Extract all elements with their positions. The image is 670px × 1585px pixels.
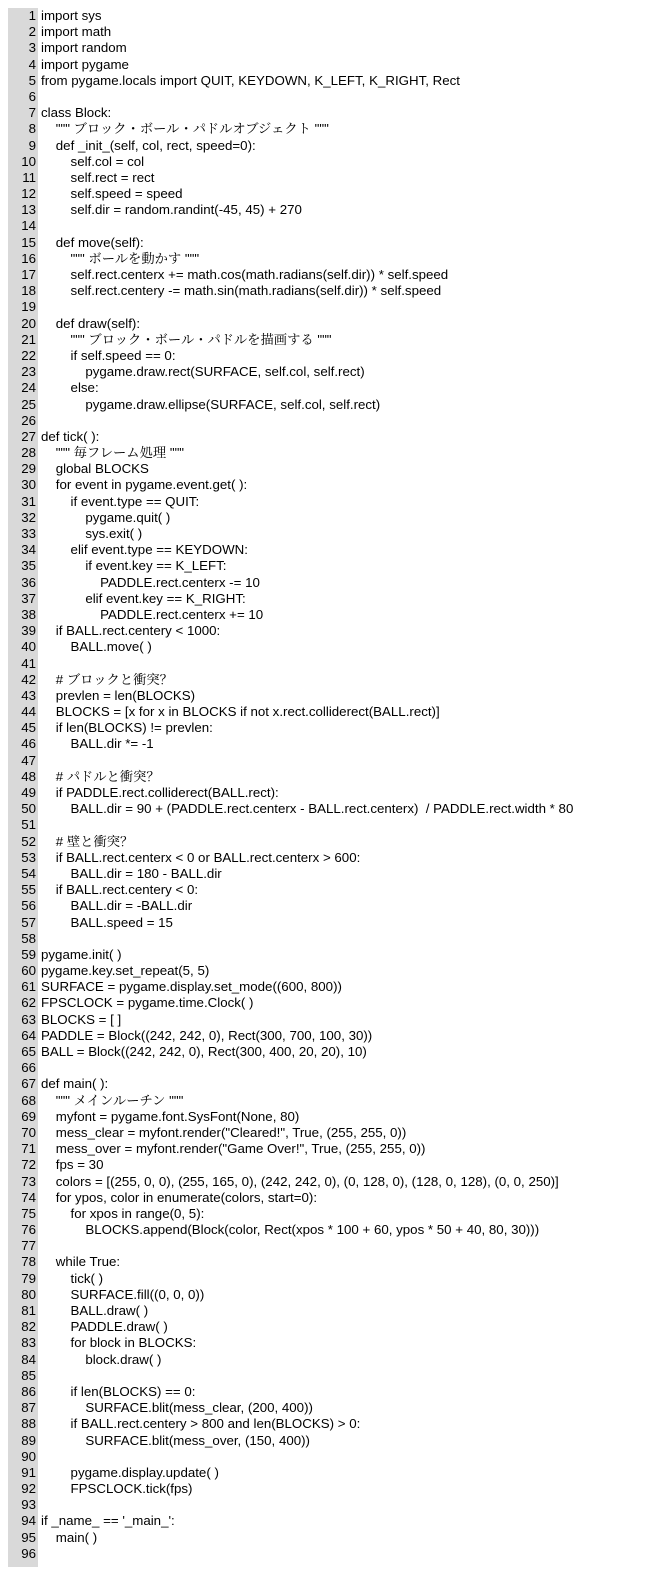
code-text: if len(BLOCKS) != prevlen: — [41, 720, 213, 736]
line-number: 43 — [21, 687, 36, 703]
code-text: PADDLE.rect.centerx -= 10 — [41, 574, 260, 590]
code-text: def tick( ): — [41, 428, 100, 444]
line-number: 95 — [21, 1529, 36, 1545]
line-number: 74 — [21, 1189, 36, 1205]
line-number: 38 — [21, 606, 36, 622]
line-number: 83 — [21, 1335, 36, 1351]
code-line — [8, 526, 663, 542]
line-number: 65 — [21, 1044, 36, 1059]
line-number: 87 — [21, 1400, 36, 1416]
code-line — [8, 704, 663, 720]
line-number: 21 — [21, 331, 36, 347]
code-text: mess_clear = myfont.render("Cleared!", True, (255, 255, 0)) — [41, 1124, 407, 1140]
code-line — [8, 1254, 663, 1270]
code-text: def main( ): — [41, 1076, 109, 1092]
code-line — [8, 769, 663, 785]
code-text: BLOCKS = [x for x in BLOCKS if not x.rect.colliderect(BALL.rect)] — [41, 704, 440, 720]
line-number: 42 — [21, 671, 36, 687]
code-text: BALL.draw( ) — [41, 1303, 149, 1318]
line-number: 64 — [21, 1027, 36, 1043]
code-line — [8, 1093, 663, 1109]
code-line — [8, 639, 663, 655]
code-text: """ ブロック・ボール・パドルを描画する """ — [41, 331, 332, 347]
line-number: 10 — [21, 153, 36, 169]
code-line — [8, 510, 663, 526]
line-number: 58 — [21, 930, 36, 946]
code-line — [8, 218, 663, 234]
line-number: 69 — [21, 1108, 36, 1124]
code-text: if event.type == QUIT: — [41, 493, 200, 509]
code-text: if BALL.rect.centery > 800 and len(BLOCKS) > 0: — [41, 1416, 361, 1432]
code-text: self.dir = random.randint(-45, 45) + 270 — [41, 202, 302, 218]
line-number: 73 — [21, 1173, 36, 1189]
line-number: 7 — [28, 105, 36, 121]
code-line — [8, 461, 663, 477]
line-number: 47 — [21, 752, 36, 768]
code-line — [8, 1012, 663, 1028]
code-text: def _init_(self, col, rect, speed=0): — [41, 137, 256, 153]
code-text: self.rect = rect — [41, 169, 155, 185]
line-number: 16 — [21, 250, 36, 266]
code-text: SURFACE.fill((0, 0, 0)) — [41, 1286, 205, 1302]
code-text: BLOCKS = [ ] — [41, 1011, 122, 1027]
line-number: 50 — [21, 801, 36, 817]
code-line — [8, 445, 663, 461]
code-line — [8, 1190, 663, 1206]
code-text: block.draw( ) — [41, 1351, 162, 1367]
line-number: 31 — [21, 493, 36, 509]
code-line — [8, 332, 663, 348]
code-line — [8, 672, 663, 688]
code-line — [8, 1206, 663, 1222]
code-text: colors = [(255, 0, 0), (255, 165, 0), (242, 242, 0), (0, 128, 0), (128, 0, 128), (0, 0, 250)] — [41, 1173, 559, 1189]
code-line — [8, 8, 663, 24]
code-line — [8, 1044, 663, 1060]
code-line — [8, 995, 663, 1011]
line-number: 28 — [21, 445, 36, 461]
code-line — [8, 1530, 663, 1546]
code-text: """ 毎フレーム処理 """ — [41, 445, 185, 461]
line-number: 57 — [21, 914, 36, 930]
line-number: 2 — [28, 24, 36, 40]
line-number: 56 — [21, 898, 36, 914]
code-text: sys.exit( ) — [41, 526, 143, 541]
line-number: 55 — [21, 882, 36, 898]
code-line — [8, 947, 663, 963]
code-line — [8, 753, 663, 769]
code-line — [8, 1174, 663, 1190]
code-line — [8, 607, 663, 623]
code-line — [8, 1076, 663, 1092]
code-line — [8, 1157, 663, 1173]
line-number: 68 — [21, 1092, 36, 1108]
code-line — [8, 1109, 663, 1125]
code-text: import random — [41, 40, 127, 56]
code-text: """ ボールを動かす """ — [41, 250, 200, 266]
code-text: myfont = pygame.font.SysFont(None, 80) — [41, 1108, 300, 1124]
line-number: 44 — [21, 704, 36, 720]
code-line — [8, 1060, 663, 1076]
code-line — [8, 1481, 663, 1497]
line-number: 70 — [21, 1124, 36, 1140]
code-lines — [8, 8, 663, 1562]
line-number: 4 — [28, 56, 36, 72]
line-number: 24 — [21, 380, 36, 396]
line-number: 79 — [21, 1270, 36, 1286]
code-text: global BLOCKS — [41, 461, 149, 477]
code-text: self.col = col — [41, 153, 145, 169]
code-text: if PADDLE.rect.colliderect(BALL.rect): — [41, 785, 279, 800]
code-line — [8, 1416, 663, 1432]
line-number: 26 — [21, 412, 36, 428]
line-number: 51 — [21, 817, 36, 833]
code-text: BALL.dir = -BALL.dir — [41, 898, 193, 914]
code-line — [8, 785, 663, 801]
code-line — [8, 477, 663, 493]
code-text: import math — [41, 24, 112, 40]
code-line — [8, 413, 663, 429]
line-number: 15 — [21, 234, 36, 250]
code-line — [8, 1449, 663, 1465]
line-number: 86 — [21, 1383, 36, 1399]
code-line — [8, 202, 663, 218]
line-number: 76 — [21, 1222, 36, 1238]
line-number: 84 — [21, 1351, 36, 1367]
code-text: for xpos in range(0, 5): — [41, 1205, 205, 1221]
code-text: pygame.quit( ) — [41, 509, 171, 525]
code-text: prevlen = len(BLOCKS) — [41, 687, 196, 703]
code-line — [8, 558, 663, 574]
line-number: 88 — [21, 1416, 36, 1432]
code-line — [8, 364, 663, 380]
code-line — [8, 186, 663, 202]
code-text: while True: — [41, 1254, 121, 1270]
line-number: 25 — [21, 396, 36, 412]
code-line — [8, 688, 663, 704]
code-line — [8, 817, 663, 833]
code-line — [8, 1222, 663, 1238]
code-text: class Block: — [41, 105, 112, 121]
code-text: BALL.dir = 180 - BALL.dir — [41, 865, 222, 881]
code-line — [8, 850, 663, 866]
line-number: 12 — [21, 186, 36, 202]
code-text: BALL = Block((242, 242, 0), Rect(300, 400, 20, 20), 10) — [41, 1044, 367, 1059]
line-number: 52 — [21, 833, 36, 849]
code-text: tick( ) — [41, 1270, 104, 1286]
line-number: 90 — [21, 1448, 36, 1464]
code-line — [8, 89, 663, 105]
code-line — [8, 1546, 663, 1562]
code-text: BALL.dir *= -1 — [41, 736, 154, 752]
line-number: 54 — [21, 865, 36, 881]
code-line — [8, 1303, 663, 1319]
code-line — [8, 915, 663, 931]
code-line — [8, 575, 663, 591]
code-text: for event in pygame.event.get( ): — [41, 477, 248, 493]
line-number: 67 — [21, 1076, 36, 1092]
line-number: 39 — [21, 623, 36, 639]
code-line — [8, 397, 663, 413]
code-text: import sys — [41, 8, 102, 23]
code-line — [8, 931, 663, 947]
line-number: 45 — [21, 720, 36, 736]
line-number: 41 — [21, 655, 36, 671]
line-number: 91 — [21, 1464, 36, 1480]
code-text: SURFACE.blit(mess_over, (150, 400)) — [41, 1432, 310, 1448]
code-line — [8, 866, 663, 882]
code-line — [8, 656, 663, 672]
line-number: 1 — [28, 8, 36, 23]
code-line — [8, 73, 663, 89]
code-line — [8, 898, 663, 914]
code-line — [8, 1141, 663, 1157]
line-number: 66 — [21, 1060, 36, 1076]
code-line — [8, 1513, 663, 1529]
line-number: 36 — [21, 574, 36, 590]
code-text: from pygame.locals import QUIT, KEYDOWN, K_LEFT, K_RIGHT, Rect — [41, 72, 460, 88]
line-number: 46 — [21, 736, 36, 752]
code-text: PADDLE.rect.centerx += 10 — [41, 606, 264, 622]
line-number: 62 — [21, 995, 36, 1011]
code-line — [8, 1465, 663, 1481]
line-number: 27 — [21, 428, 36, 444]
code-text: import pygame — [41, 56, 129, 72]
code-text: BLOCKS.append(Block(color, Rect(xpos * 100 + 60, ypos * 50 + 40, 80, 30))) — [41, 1222, 540, 1238]
code-text: def draw(self): — [41, 315, 141, 331]
code-text: if BALL.rect.centerx < 0 or BALL.rect.centerx > 600: — [41, 849, 361, 865]
code-line — [8, 963, 663, 979]
code-text: # 壁と衝突？ — [41, 833, 134, 849]
code-line — [8, 979, 663, 995]
code-text: main( ) — [41, 1529, 98, 1545]
code-line — [8, 1497, 663, 1513]
code-line — [8, 623, 663, 639]
code-line — [8, 105, 663, 121]
line-number: 81 — [21, 1303, 36, 1318]
code-text: pygame.key.set_repeat(5, 5) — [41, 963, 210, 979]
code-text: elif event.type == KEYDOWN: — [41, 542, 248, 558]
code-line — [8, 736, 663, 752]
code-line — [8, 494, 663, 510]
line-number: 82 — [21, 1319, 36, 1335]
code-line — [8, 267, 663, 283]
code-text: fps = 30 — [41, 1157, 104, 1173]
line-number: 6 — [28, 88, 36, 104]
line-number: 71 — [21, 1141, 36, 1157]
code-text: if _name_ == '_main_': — [41, 1513, 175, 1529]
code-text: if len(BLOCKS) == 0: — [41, 1383, 196, 1399]
line-number: 80 — [21, 1286, 36, 1302]
code-line — [8, 834, 663, 850]
code-text: SURFACE.blit(mess_clear, (200, 400)) — [41, 1400, 313, 1416]
line-number: 37 — [21, 590, 36, 606]
line-number: 23 — [21, 364, 36, 380]
code-text: def move(self): — [41, 234, 144, 250]
code-text: pygame.init( ) — [41, 946, 122, 962]
code-line — [8, 235, 663, 251]
code-line — [8, 591, 663, 607]
code-line — [8, 720, 663, 736]
code-line — [8, 316, 663, 332]
line-number: 92 — [21, 1481, 36, 1497]
code-text: """ メインルーチン """ — [41, 1092, 184, 1108]
code-line — [8, 1400, 663, 1416]
code-text: for block in BLOCKS: — [41, 1335, 197, 1351]
code-text: PADDLE.draw( ) — [41, 1319, 168, 1335]
code-line — [8, 1238, 663, 1254]
line-number: 18 — [21, 283, 36, 299]
code-line — [8, 380, 663, 396]
line-number: 40 — [21, 639, 36, 655]
code-line — [8, 121, 663, 137]
code-text: pygame.draw.rect(SURFACE, self.col, self.rect) — [41, 364, 365, 380]
code-text: pygame.draw.ellipse(SURFACE, self.col, self.rect) — [41, 396, 381, 412]
line-number: 33 — [21, 526, 36, 541]
code-text: """ ブロック・ボール・パドルオブジェクト """ — [41, 121, 329, 137]
code-line — [8, 1368, 663, 1384]
code-text: mess_over = myfont.render("Game Over!", True, (255, 255, 0)) — [41, 1141, 426, 1157]
line-number: 72 — [21, 1157, 36, 1173]
code-line — [8, 348, 663, 364]
code-line — [8, 154, 663, 170]
code-line — [8, 1384, 663, 1400]
line-number: 61 — [21, 979, 36, 995]
line-number: 94 — [21, 1513, 36, 1529]
line-number: 59 — [21, 946, 36, 962]
line-number: 14 — [21, 218, 36, 234]
code-text: SURFACE = pygame.display.set_mode((600, 800)) — [41, 979, 342, 995]
line-number: 20 — [21, 315, 36, 331]
code-text: self.rect.centerx += math.cos(math.radians(self.dir)) * self.speed — [41, 267, 449, 282]
line-number: 93 — [21, 1497, 36, 1513]
code-line — [8, 251, 663, 267]
line-number: 48 — [21, 768, 36, 784]
code-line — [8, 40, 663, 56]
code-text: self.rect.centery -= math.sin(math.radians(self.dir)) * self.speed — [41, 283, 442, 299]
line-number: 63 — [21, 1011, 36, 1027]
code-line — [8, 801, 663, 817]
code-text: if self.speed == 0: — [41, 347, 176, 363]
code-line — [8, 429, 663, 445]
code-text: # パドルと衝突？ — [41, 768, 160, 784]
line-number: 34 — [21, 542, 36, 558]
line-number: 49 — [21, 785, 36, 800]
line-number: 3 — [28, 40, 36, 56]
code-line — [8, 1319, 663, 1335]
code-text: # ブロックと衝突？ — [41, 671, 173, 687]
code-text: BALL.dir = 90 + (PADDLE.rect.centerx - BALL.rect.centerx) / PADDLE.rect.width * 80 — [41, 801, 574, 817]
code-text: for ypos, color in enumerate(colors, start=0): — [41, 1189, 318, 1205]
line-number: 96 — [21, 1545, 36, 1561]
line-number: 30 — [21, 477, 36, 493]
code-line — [8, 283, 663, 299]
line-number: 9 — [28, 137, 36, 153]
line-number: 29 — [21, 461, 36, 477]
line-number: 75 — [21, 1205, 36, 1221]
code-text: else: — [41, 380, 99, 396]
code-line — [8, 1271, 663, 1287]
code-text: if BALL.rect.centery < 0: — [41, 882, 199, 898]
code-listing — [8, 8, 663, 1562]
code-text: BALL.move( ) — [41, 639, 152, 655]
code-line — [8, 57, 663, 73]
line-number: 35 — [21, 558, 36, 574]
line-number: 85 — [21, 1367, 36, 1383]
code-text: PADDLE = Block((242, 242, 0), Rect(300, 700, 100, 30)) — [41, 1027, 373, 1043]
code-line — [8, 1352, 663, 1368]
line-number: 13 — [21, 202, 36, 218]
code-text: if BALL.rect.centery < 1000: — [41, 623, 221, 639]
code-line — [8, 299, 663, 315]
line-number: 77 — [21, 1238, 36, 1254]
code-text: self.speed = speed — [41, 186, 183, 202]
code-line — [8, 138, 663, 154]
line-number: 5 — [28, 72, 36, 88]
code-line — [8, 1287, 663, 1303]
code-line — [8, 1433, 663, 1449]
line-number: 8 — [28, 121, 36, 137]
line-number: 11 — [22, 169, 36, 185]
code-text: FPSCLOCK.tick(fps) — [41, 1481, 193, 1497]
code-text: pygame.display.update( ) — [41, 1464, 219, 1480]
line-number: 32 — [21, 509, 36, 525]
code-line — [8, 542, 663, 558]
code-line — [8, 170, 663, 186]
line-number: 17 — [21, 267, 36, 282]
line-number: 22 — [21, 347, 36, 363]
code-line — [8, 1028, 663, 1044]
code-text: BALL.speed = 15 — [41, 914, 173, 930]
code-line — [8, 1125, 663, 1141]
line-number: 89 — [21, 1432, 36, 1448]
code-line — [8, 882, 663, 898]
line-number: 53 — [21, 849, 36, 865]
code-text: if event.key == K_LEFT: — [41, 558, 227, 574]
code-text: elif event.key == K_RIGHT: — [41, 590, 246, 606]
code-text: FPSCLOCK = pygame.time.Clock( ) — [41, 995, 254, 1011]
line-number: 19 — [21, 299, 36, 315]
code-line — [8, 24, 663, 40]
line-number: 60 — [21, 963, 36, 979]
line-number: 78 — [21, 1254, 36, 1270]
code-line — [8, 1335, 663, 1351]
